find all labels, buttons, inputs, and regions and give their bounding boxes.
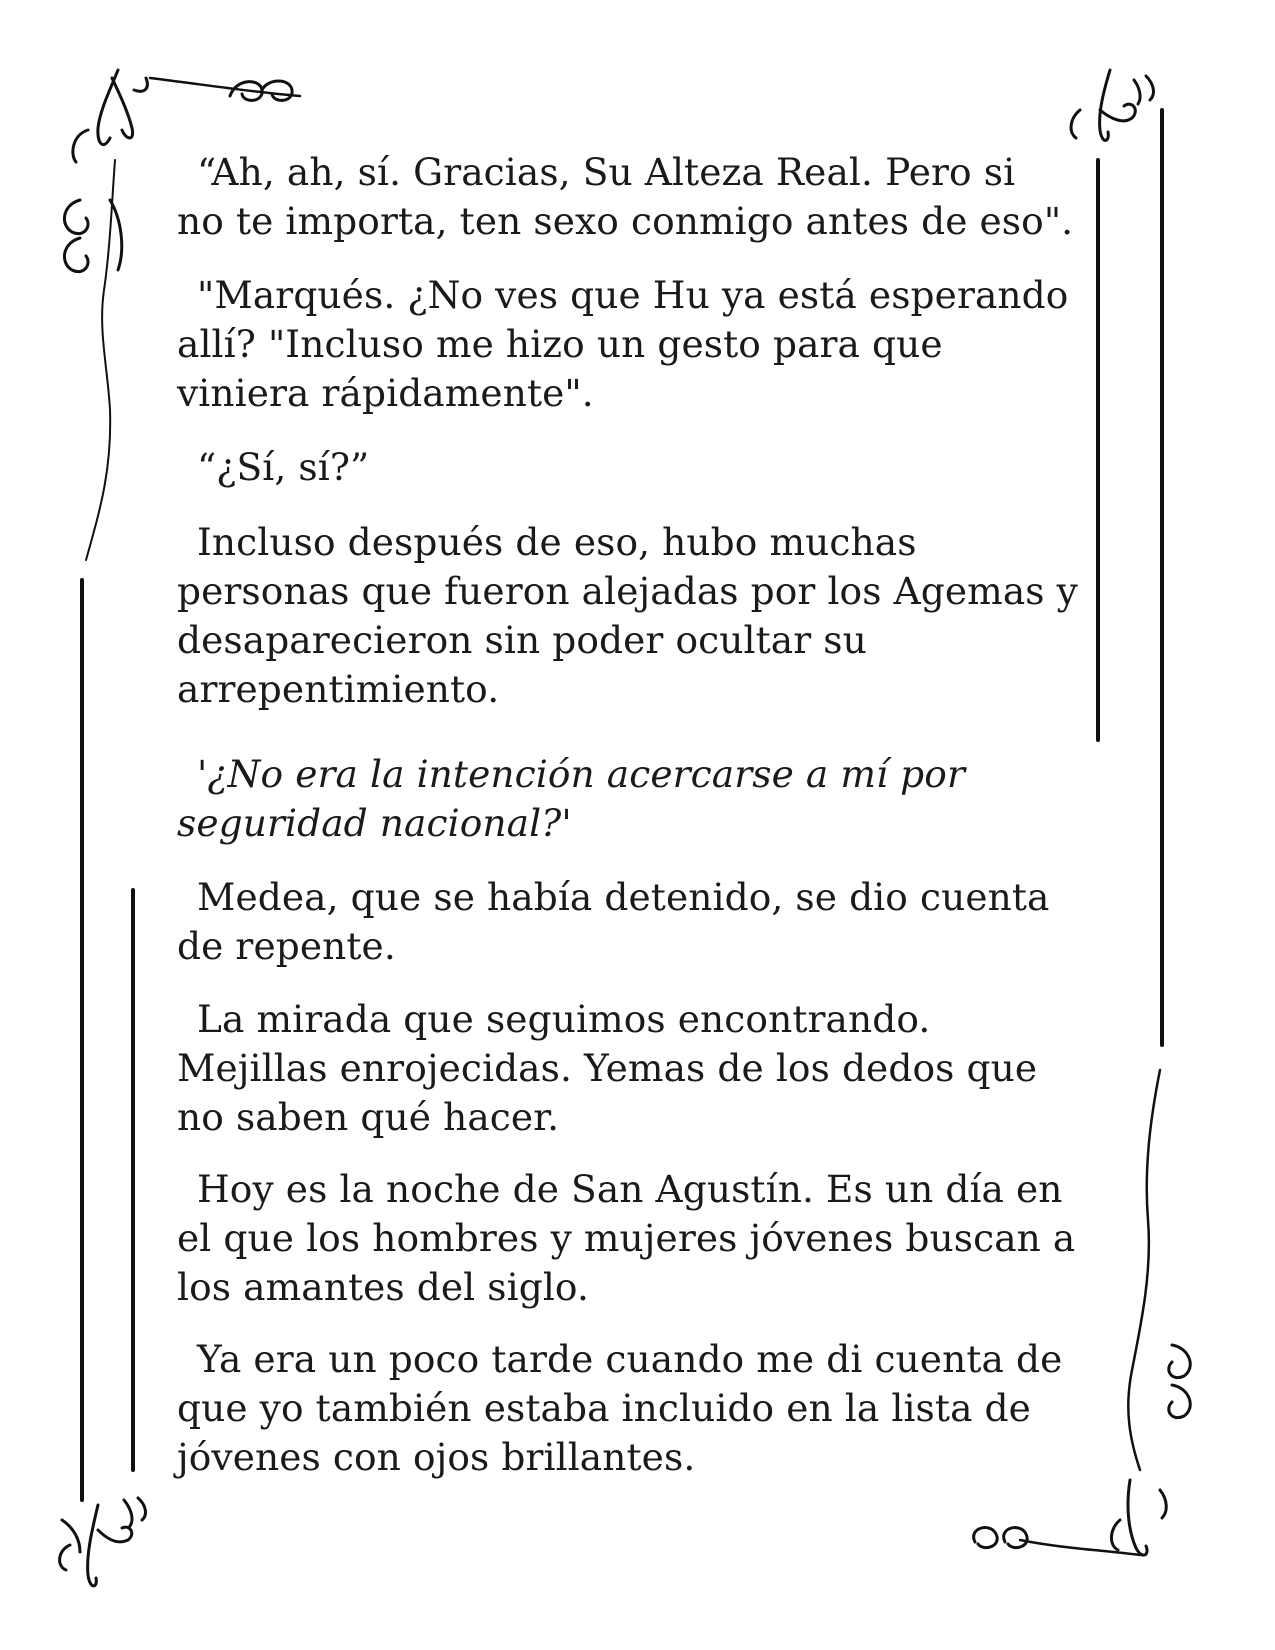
paragraph-9: Ya era un poco tarde cuando me di cuenta de que yo también estaba incluido en la lista de jóvenes con ojos brillantes. (177, 1337, 1063, 1479)
paragraph-1: “Ah, ah, sí. Gracias, Su Alteza Real. Pero si no te importa, ten sexo conmigo antes de eso". (177, 150, 1074, 243)
paragraph-8: Hoy es la noche de San Agustín. Es un día en el que los hombres y mujeres jóvenes buscan a los amantes del siglo. (177, 1167, 1076, 1309)
paragraph-4: Incluso después de eso, hubo muchas personas que fueron alejadas por los Agemas y desaparecieron sin poder ocultar su arrepentimiento. (177, 520, 1078, 711)
paragraph-7: La mirada que seguimos encontrando. Mejillas enrojecidas. Yemas de los dedos que no saben qué hacer. (177, 997, 1038, 1139)
paragraph-2: "Marqués. ¿No ves que Hu ya está esperando allí? "Incluso me hizo un gesto para que viniera rápidamente". (177, 273, 1069, 415)
paragraph-6: Medea, que se había detenido, se dio cuenta de repente. (177, 875, 1050, 968)
paragraph-5-italic: '¿No era la intención acercarse a mí por seguridad nacional?' (177, 752, 965, 845)
paragraph-3: “¿Sí, sí?” (197, 445, 370, 489)
